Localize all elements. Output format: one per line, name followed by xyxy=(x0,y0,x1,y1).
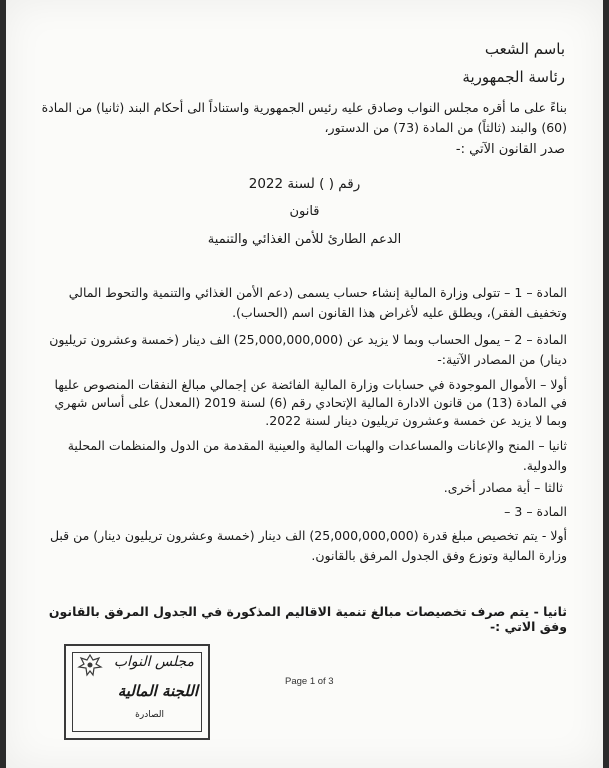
source-first: أولا – الأموال الموجودة في حسابات وزارة المالية الفائضة عن إجمالي مبالغ النفقات المنصوص عليها في المادة (13) من قانون الادارة المالية الإتحادي رقم (6) لسنة 2019 (المعدل) على أساس شهري وبما لا يزيد عن خمسة وعشرون تريليون دينار لسنة 2022. xyxy=(54,377,567,428)
document-page xyxy=(6,0,603,768)
article-3-first: أولا - يتم تخصيص مبلغ قدرة (25,000,000,000) الف دينار (خمسة وعشرون تريليون دينار) من قبل وزارة المالية وتوزع وفق الجدول المرفق بالقانون. xyxy=(49,528,567,563)
source-second: ثانيا – المنح والإعانات والمساعدات والهبات المالية والعينية المقدمة من الدول والمنظمات المحلية والدولية. xyxy=(67,438,567,473)
parliament-stamp xyxy=(64,644,210,740)
header-people: باسم الشعب xyxy=(484,40,565,58)
stamp-committee: اللجنة المالية xyxy=(117,682,198,700)
stamp-council: مجلس النواب xyxy=(113,654,194,670)
page-number: Page 1 of 3 xyxy=(285,676,334,687)
header-presidency: رئاسة الجمهورية xyxy=(462,68,565,86)
law-name: الدعم الطارئ للأمن الغذائي والتنمية xyxy=(207,232,402,247)
eagle-emblem-icon xyxy=(76,652,104,680)
source-third: ثالثا – أية مصادر أخرى. xyxy=(443,480,563,495)
article-3-second: ثانيا - يتم صرف تخصيصات مبالغ تنمية الاقاليم المذكورة في الجدول المرفق بالقانون وفق الاتي :- xyxy=(48,604,567,634)
article-3-title: المادة – 3 – xyxy=(504,504,567,519)
stamp-outgoing: الصادرة xyxy=(135,710,164,720)
issued-line: صدر القانون الآتي :- xyxy=(455,142,565,157)
preamble-paragraph: بناءً على ما أقره مجلس النواب وصادق عليه رئيس الجمهورية واستناداً الى أحكام البند (ثانيا) من المادة (60) والبند (ثالثاً) من المادة (73) من الدستور، xyxy=(41,100,567,135)
law-kind: قانون xyxy=(289,204,320,219)
article-2: المادة – 2 – يمول الحساب وبما لا يزيد عن (25,000,000,000) الف دينار (خمسة وعشرون تريليون دينار) من المصادر الآتية:- xyxy=(49,332,567,367)
article-1: المادة – 1 – تتولى وزارة المالية إنشاء حساب يسمى (دعم الأمن الغذائي والتنمية والتحوط المالي وتخفيف الفقر)، ويطلق عليه لأغراض هذا القانون اسم (الحساب). xyxy=(68,285,567,320)
law-number: رقم ( ) لسنة 2022 xyxy=(248,176,361,192)
